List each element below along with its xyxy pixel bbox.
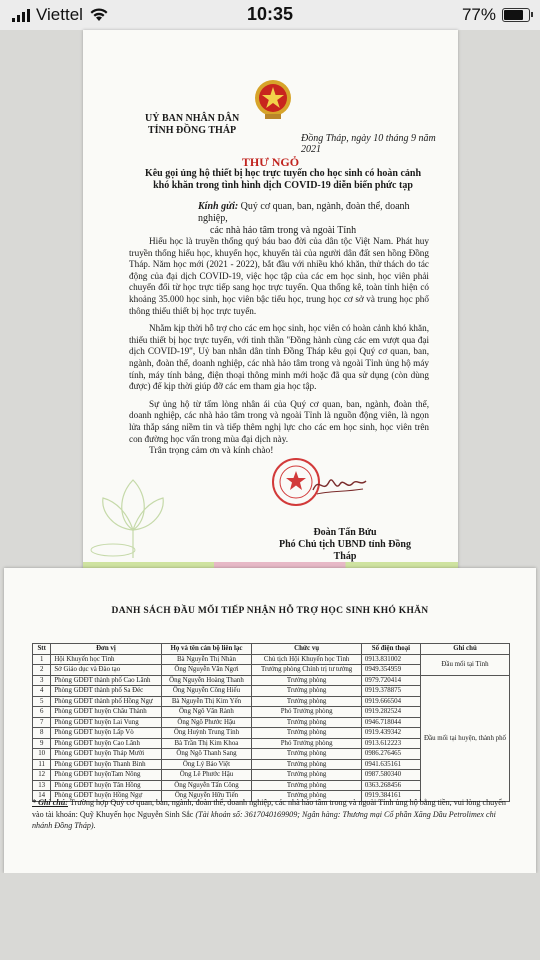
background-area [0, 873, 540, 960]
cell-position: Trưởng phòng [252, 749, 362, 760]
cell-phone: 0949.354959 [361, 665, 420, 676]
cell-position: Trưởng phòng [252, 780, 362, 791]
table-row [33, 675, 510, 686]
signer-block [275, 527, 415, 563]
cell-stt: 2 [33, 665, 51, 676]
cell-contact: Bà Nguyễn Thị Kim Yến [161, 696, 252, 707]
cell-position: Phó Trưởng phòng [252, 707, 362, 718]
cell-stt: 12 [33, 770, 51, 781]
cell-phone: 0941.635161 [361, 759, 420, 770]
subtitle-line-2: khó khăn trong tình hình dịch COVID-19 diễn biến phức tạp [153, 180, 413, 191]
contact-list-title: DANH SÁCH ĐẦU MỐI TIẾP NHẬN HỖ TRỢ HỌC SINH KHÓ KHĂN [111, 606, 429, 616]
org-line-2: TỈNH ĐỒNG THÁP [148, 125, 237, 136]
header-unit: Đơn vị [51, 644, 161, 655]
signer-name: Đoàn Tấn Bửu [313, 527, 377, 538]
cell-stt: 13 [33, 780, 51, 791]
paragraph-3: Sự ủng hộ từ tấm lòng nhân ái của Quý cơ quan, ban, ngành, đoàn thể, doanh nghiệp, các nhà hảo tâm trong và ngoài Tỉnh là nguồn động viên, là ngọn lửa thắp sáng niềm tin và tiếp thêm nghị lực cho các em học sinh, học viên trên con đường học vấn trong mùa đại dịch này. [129, 398, 429, 444]
cell-phone: 0913.831002 [361, 654, 420, 665]
organization-name [145, 113, 239, 137]
cell-position: Trưởng phòng [252, 696, 362, 707]
battery-icon [502, 8, 530, 22]
status-bar [0, 0, 540, 30]
cell-phone: 0919.282524 [361, 707, 420, 718]
cell-position: Phó Trưởng phòng [252, 738, 362, 749]
cell-stt: 11 [33, 759, 51, 770]
cell-phone: 0946.718044 [361, 717, 420, 728]
cell-position: Trưởng phòng [252, 675, 362, 686]
battery-group [462, 5, 530, 25]
cell-unit: Phòng GDĐT huyện Châu Thành [51, 707, 161, 718]
letter-date: Đồng Tháp, ngày 10 tháng 9 năm 2021 [301, 133, 436, 155]
cell-unit: Phòng GDĐT huyện Thanh Bình [51, 759, 161, 770]
cell-unit: Phòng GDĐT thành phố Sa Đéc [51, 686, 161, 697]
cell-phone: 0987.580340 [361, 770, 420, 781]
cell-unit: Phòng GDĐT huyện Tân Hồng [51, 780, 161, 791]
handwritten-signature-icon [309, 472, 369, 498]
cell-stt: 6 [33, 707, 51, 718]
cell-phone: 0363.268456 [361, 780, 420, 791]
cell-unit: Phòng GDĐT huyệnTam Nông [51, 770, 161, 781]
cell-unit: Phòng GDĐT huyện Hồng Ngự [51, 791, 161, 802]
cell-position: Trưởng phòng [252, 717, 362, 728]
letter-subtitle [133, 168, 433, 192]
greeting-line-2: các nhà hảo tâm trong và ngoài Tỉnh [210, 225, 357, 236]
letter-page [83, 30, 458, 570]
note-province: Đầu mối tại Tỉnh [421, 654, 510, 675]
cell-contact: Ông Nguyễn Hữu Tiến [161, 791, 252, 802]
closing-line: Trân trọng cảm ơn và kính chào! [149, 446, 274, 456]
footnote-text: Trường hợp Quý cơ quan, ban, ngành, đoàn thể, doanh nghiệp, các nhà hảo tâm trong và ngoài Tỉnh ủng hộ bằng tiền, vui lòng chuyển vào tài khoản: Quỹ Khuyến học Nguyễn Sinh Sắc [32, 798, 506, 819]
contact-table [32, 643, 510, 802]
cell-contact: Ông Nguyễn Tấn Công [161, 780, 252, 791]
cell-contact: Ông Nguyễn Hoàng Thanh [161, 675, 252, 686]
header-stt: Stt [33, 644, 51, 655]
cell-stt: 7 [33, 717, 51, 728]
cell-contact: Ông Ngô Phước Hậu [161, 717, 252, 728]
org-line-1: UỶ BAN NHÂN DÂN [145, 113, 240, 124]
lotus-watermark-icon [83, 450, 183, 560]
cell-stt: 9 [33, 738, 51, 749]
header-position: Chức vụ [252, 644, 362, 655]
cell-unit: Phòng GDĐT huyện Cao Lãnh [51, 738, 161, 749]
cell-phone: 0919.666504 [361, 696, 420, 707]
cell-position: Trưởng phòng [252, 770, 362, 781]
cell-contact: Bà Trần Thị Kim Khoa [161, 738, 252, 749]
cell-contact: Ông Lê Phước Hậu [161, 770, 252, 781]
paragraph-1: Hiếu học là truyền thống quý báu bao đời của dân tộc Việt Nam. Phát huy truyền thống hiếu học, khuyến học, khuyến tài của người dân đất sen hồng Đồng Tháp. Năm học mới (2021 - 2022), bắt đầu với nhiều khó khăn, thử thách do tác động của đại dịch COVID-19, việc học tập của các em học sinh, học viên phải chuyển đổi từ học trực tiếp sang học trực tuyến. Qua thống kê, toàn tỉnh hiện có khoảng 35.000 học sinh, học viên bậc tiểu học, trung học cơ sở và trung học phổ thông thiếu thiết bị học trực tuyến. [129, 236, 429, 316]
cell-position: Chủ tịch Hội Khuyến học Tỉnh [252, 654, 362, 665]
contact-list-page [4, 568, 536, 873]
letter-body [129, 236, 429, 451]
cell-stt: 14 [33, 791, 51, 802]
header-note: Ghi chú [421, 644, 510, 655]
cell-unit: Phòng GDĐT thành phố Cao Lãnh [51, 675, 161, 686]
cell-position: Trưởng phòng [252, 759, 362, 770]
footnote-account: (Tài khoản số: 3617040169909; Ngân hàng: Thương mại Cổ phần Xăng Dầu Petrolimex chi nhánh Đồng Tháp). [32, 809, 496, 830]
cell-position: Trưởng phòng [252, 686, 362, 697]
cell-contact: Bà Nguyễn Thị Nhàn [161, 654, 252, 665]
cell-stt: 3 [33, 675, 51, 686]
table-row [33, 654, 510, 665]
cell-position: Trưởng phòng [252, 728, 362, 739]
cell-phone: 0919.384161 [361, 791, 420, 802]
cell-contact: Ông Nguyễn Văn Ngơi [161, 665, 252, 676]
cell-stt: 10 [33, 749, 51, 760]
cell-stt: 5 [33, 696, 51, 707]
cell-stt: 1 [33, 654, 51, 665]
cell-contact: Ông Nguyễn Công Hiếu [161, 686, 252, 697]
greeting-label: Kính gửi: [198, 201, 239, 212]
paragraph-2: Nhằm kịp thời hỗ trợ cho các em học sinh, học viên có hoàn cảnh khó khăn, thiếu thiết bị học trực tuyến, với tinh thần "Đồng hành cùng các em vượt qua đại dịch COVID-19", Uỷ ban nhân dân tỉnh Đồng Tháp kêu gọi Quý cơ quan, ban, ngành, đoàn thể, doanh nghiệp, các nhà hảo tâm trong và ngoài Tỉnh ủng hộ máy tính, máy tính bảng, điện thoại thông minh mới hoặc đã qua sử dụng (còn dùng được) để kịp thời giúp đỡ các em tham gia học tập. [129, 323, 429, 392]
footnote [32, 797, 510, 832]
cell-unit: Phòng GDĐT huyện Tháp Mười [51, 749, 161, 760]
cell-phone: 0913.612223 [361, 738, 420, 749]
cell-unit: Sở Giáo dục và Đào tạo [51, 665, 161, 676]
carrier-label: Viettel [36, 5, 83, 24]
clock: 10:35 [246, 4, 294, 24]
signer-title: Phó Chủ tịch UBND tỉnh Đồng Tháp [279, 539, 411, 562]
cell-position: Trưởng phòng [252, 791, 362, 802]
cell-unit: Phòng GDĐT huyện Lai Vung [51, 717, 161, 728]
greeting-line-1: Quý cơ quan, ban, ngành, đoàn thể, doanh nghiệp, [198, 201, 410, 224]
cell-phone: 0979.720414 [361, 675, 420, 686]
cell-phone: 0919.378875 [361, 686, 420, 697]
cell-stt: 8 [33, 728, 51, 739]
battery-percent: 77% [461, 5, 496, 24]
subtitle-line-1: Kêu gọi ủng hộ thiết bị học trực tuyến cho học sinh có hoàn cảnh [144, 168, 422, 179]
cell-unit: Phòng GDĐT thành phố Hồng Ngự [51, 696, 161, 707]
cell-contact: Ông Huỳnh Trung Tính [161, 728, 252, 739]
cell-unit: Hội Khuyến học Tỉnh [51, 654, 161, 665]
note-district: Đầu mối tại huyện, thành phố [421, 675, 510, 801]
header-contact: Họ và tên cán bộ liên lạc [161, 644, 252, 655]
cell-contact: Ông Lý Bảo Việt [161, 759, 252, 770]
cell-unit: Phòng GDĐT huyện Lấp Vò [51, 728, 161, 739]
table-header-row [33, 644, 510, 655]
cell-phone: 0986.276465 [361, 749, 420, 760]
header-phone: Số điện thoại [361, 644, 420, 655]
cell-contact: Ông Ngô Thanh Sang [161, 749, 252, 760]
footnote-label: * Ghi chú: [32, 798, 68, 807]
cell-contact: Ông Ngô Văn Rành [161, 707, 252, 718]
letter-title: THƯ NGỎ [241, 155, 300, 169]
cell-stt: 4 [33, 686, 51, 697]
greeting [198, 201, 433, 237]
cell-position: Trưởng phòng Chính trị tư tưởng [252, 665, 362, 676]
cell-phone: 0919.439342 [361, 728, 420, 739]
national-emblem-icon [251, 78, 295, 120]
